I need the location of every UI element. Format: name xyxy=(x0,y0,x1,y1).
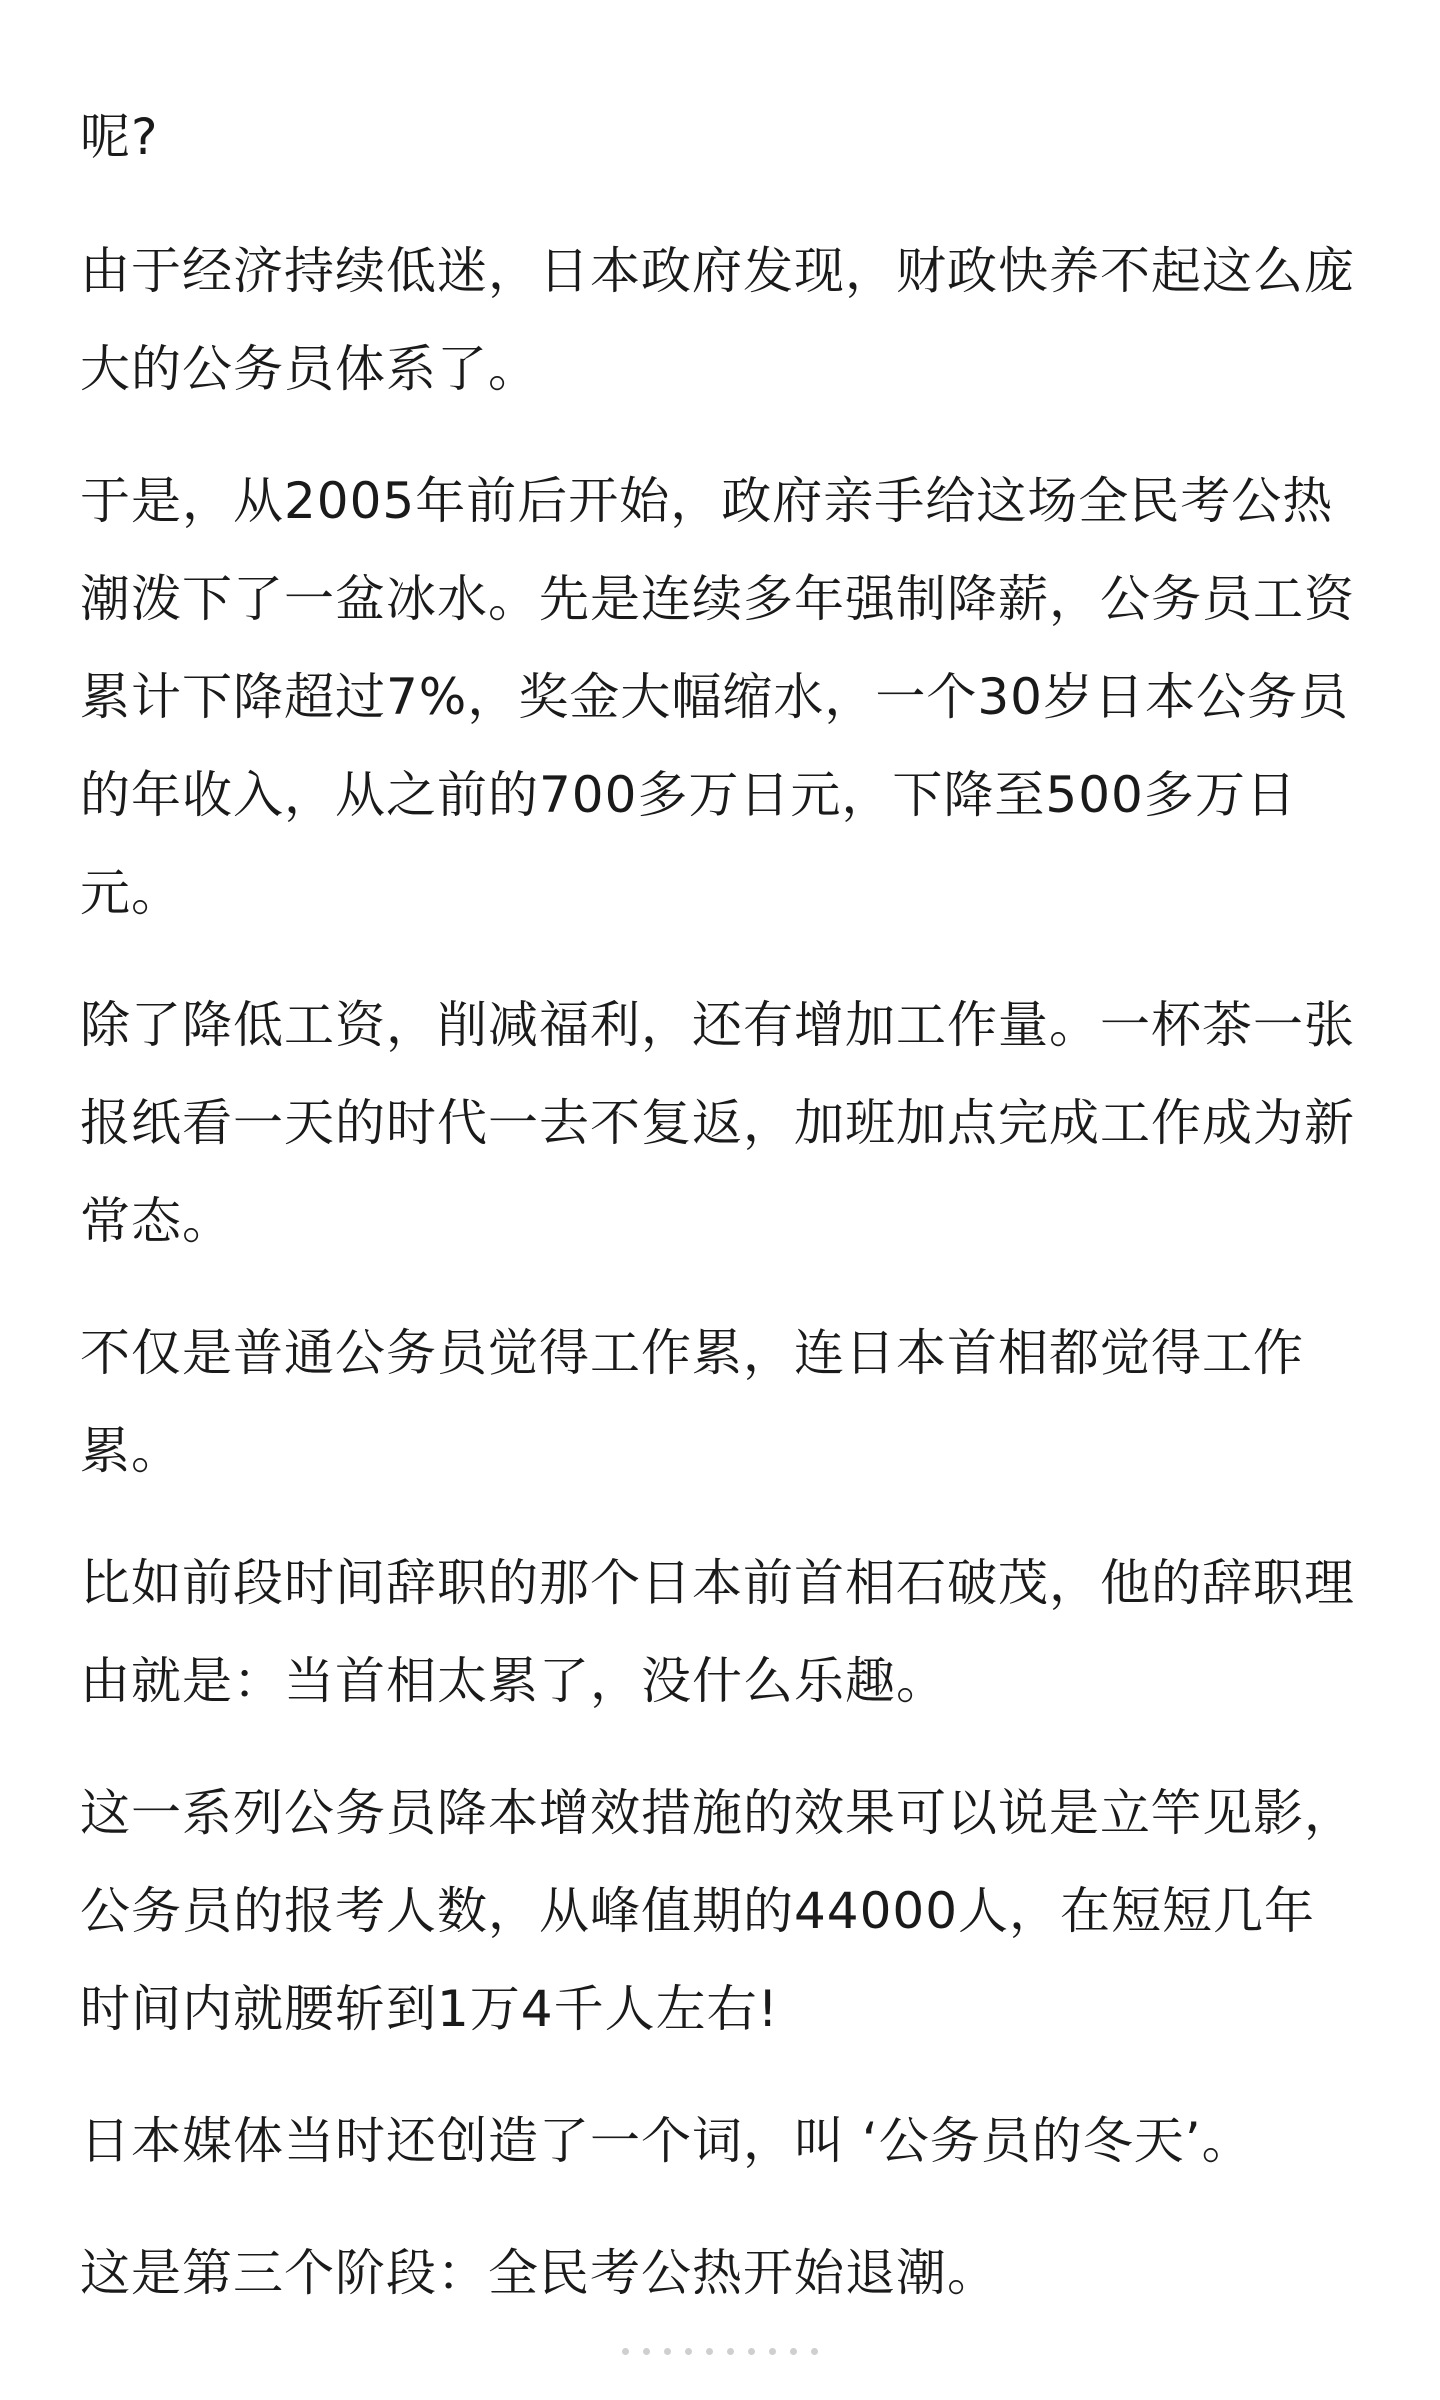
page-dot xyxy=(727,2348,734,2355)
page-dot xyxy=(811,2348,818,2355)
paragraph-3: 于是，从2005年前后开始，政府亲手给这场全民考公热潮泼下了一盆冰水。先是连续多年强制降薪，公务员工资累计下降超过7%，奖金大幅缩水，一个30岁日本公务员的年收入，从之前的700多万日元，下降至500多万日元。 xyxy=(80,472,1355,922)
paragraph-2: 由于经济持续低迷，日本政府发现，财政快养不起这么庞大的公务员体系了。 xyxy=(80,242,1355,398)
article-body xyxy=(80,88,1360,2356)
paragraph-1: 呢? xyxy=(80,108,159,166)
paragraph-8: 日本媒体当时还创造了一个词，叫 ‘公务员的冬天’。 xyxy=(80,2112,1253,2170)
paragraph-7: 这一系列公务员降本增效措施的效果可以说是立竿见影，公务员的报考人数，从峰值期的44000人，在短短几年时间内就腰斩到1万4千人左右! xyxy=(80,1784,1355,2038)
paragraph-9: 这是第三个阶段：全民考公热开始退潮。 xyxy=(80,2244,998,2302)
paragraph-5: 不仅是普通公务员觉得工作累，连日本首相都觉得工作累。 xyxy=(80,1324,1304,1480)
page-dot xyxy=(664,2348,671,2355)
page-dot xyxy=(790,2348,797,2355)
page-dot xyxy=(706,2348,713,2355)
page-dot xyxy=(685,2348,692,2355)
page-indicator xyxy=(0,2348,1440,2355)
paragraph-4: 除了降低工资，削减福利，还有增加工作量。一杯茶一张报纸看一天的时代一去不复返，加班加点完成工作成为新常态。 xyxy=(80,996,1355,1250)
page-dot xyxy=(643,2348,650,2355)
paragraph-6: 比如前段时间辞职的那个日本前首相石破茂，他的辞职理由就是：当首相太累了，没什么乐趣。 xyxy=(80,1554,1355,1710)
page-dot xyxy=(769,2348,776,2355)
page-dot xyxy=(748,2348,755,2355)
page-dot xyxy=(622,2348,629,2355)
